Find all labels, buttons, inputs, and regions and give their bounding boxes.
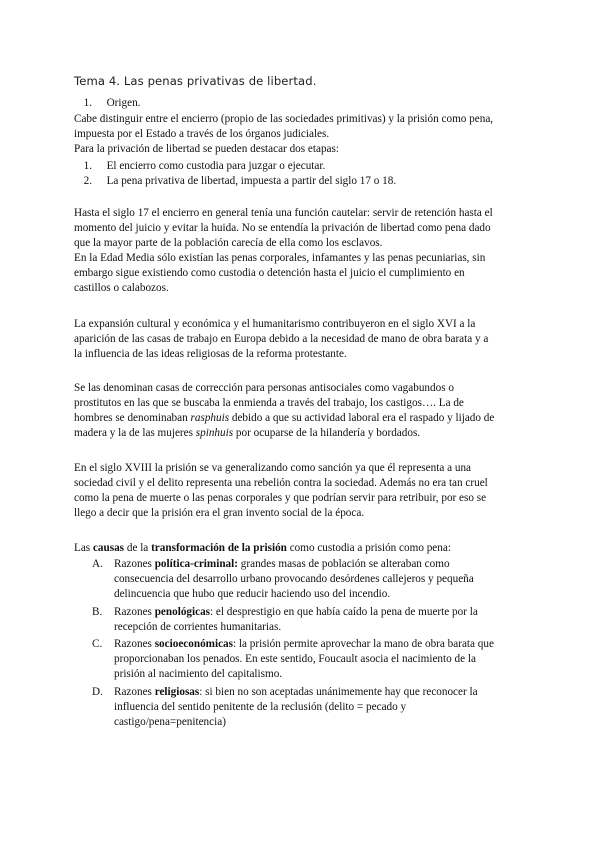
text-run: : si bien no son aceptadas unánimemente hay que reconocer la — [199, 686, 478, 698]
bold-term: socioeconómicas — [154, 638, 233, 650]
text-run: grandes masas de población se alteraban como — [237, 558, 450, 570]
text-line: influencia del sentido penitente de la reclusión (delito = pecado y — [114, 701, 407, 713]
text-line: En el siglo XVIII la prisión se va generalizando como sanción ya que él representa a una — [74, 462, 472, 474]
paragraph-intro — [74, 112, 530, 157]
list-item-text: El encierro como custodia para juzgar o ejecutar. — [106, 160, 326, 172]
bold-term-causas: causas — [92, 542, 125, 554]
text-line: La expansión cultural y económica y el humanitarismo contribuyeron en el siglo XVI a la — [74, 318, 476, 330]
text-run: Razones — [114, 558, 155, 570]
text-line — [92, 605, 532, 620]
text-run: hombres se denominaban — [74, 412, 191, 424]
paragraph-expansion-cultural — [74, 317, 530, 362]
list-number: 1. — [83, 160, 92, 172]
text-line: delincuencia que hubo que reducir haciendo uso del incendio. — [114, 588, 391, 600]
causas-intro — [74, 541, 530, 556]
causa-item-c — [92, 637, 532, 682]
text-line: castillos o calabozos. — [74, 282, 169, 294]
text-run: madera y la de las mujeres — [74, 427, 196, 439]
document-title: Tema 4. Las penas privativas de libertad. — [74, 74, 317, 88]
text-line: llego a decir que la prisión era el gran invento social de la época. — [74, 507, 365, 519]
list-number: 2. — [83, 175, 92, 187]
text-line: Se las denominan casas de corrección para personas antisociales como vagabundos o — [74, 382, 454, 394]
text-line — [74, 426, 530, 441]
text-line — [92, 685, 532, 700]
bold-term: penológicas — [154, 606, 211, 618]
bold-term: política-criminal: — [154, 558, 238, 570]
section-heading-origen — [74, 96, 530, 111]
bold-term-transformacion: transformación de la prisión — [151, 542, 287, 554]
text-line: sociedad civil y el delito representa una rebelión contra la sociedad. Además no era tan cruel — [74, 477, 488, 489]
text-line: que la mayor parte de la población carecía de ella como los esclavos. — [74, 237, 383, 249]
text-line: consecuencia del desarrollo urbano provocando desórdenes callejeros y pequeña — [114, 573, 474, 585]
text-line: momento del juicio y evitar la huida. No se entendía la privación de libertad como pena dado — [74, 222, 491, 234]
text-line — [92, 557, 532, 572]
text-run: Razones — [114, 606, 155, 618]
list-letter: B. — [92, 606, 103, 618]
text-line — [74, 541, 530, 556]
paragraph-casas-correccion — [74, 381, 530, 441]
list-letter: C. — [92, 638, 103, 650]
italic-term-rasphuis: rasphuis — [190, 412, 230, 424]
etapas-list — [74, 159, 530, 189]
list-item — [74, 159, 530, 174]
text-run: : el desprestigio en que había caído la pena de muerte por la — [210, 606, 478, 618]
list-letter: D. — [92, 686, 103, 698]
text-line — [74, 411, 530, 426]
text-run: por ocuparse de la hilandería y bordados. — [233, 427, 421, 439]
text-run: Razones — [114, 686, 155, 698]
text-line: Para la privación de libertad se pueden destacar dos etapas: — [74, 143, 339, 155]
list-item-text: La pena privativa de libertad, impuesta a partir del siglo 17 o 18. — [106, 175, 397, 187]
list-number: 1. — [83, 97, 92, 109]
text-line: recepción de corrientes humanitarias. — [114, 621, 282, 633]
text-run: Las — [74, 542, 93, 554]
causa-item-b — [92, 605, 532, 635]
text-line: como la pena de muerte o las penas corporales y que podrían servir para retribuir, por eso se — [74, 492, 487, 504]
list-letter: A. — [92, 558, 103, 570]
text-run: como custodia a prisión como pena: — [286, 542, 451, 554]
text-line: la influencia de las ideas religiosas de la reforma protestante. — [74, 348, 347, 360]
text-line: prisión al nacimiento del capitalismo. — [114, 668, 283, 680]
text-line: Hasta el siglo 17 el encierro en general tenía una función cautelar: servir de retención hasta el — [74, 207, 493, 219]
bold-term: religiosas — [154, 686, 200, 698]
text-run: debido a que su actividad laboral era el raspado y lijado de — [229, 412, 495, 424]
text-line: aparición de las casas de trabajo en Europa debido a la necesidad de mano de obra barata y a — [74, 333, 489, 345]
text-line: proporcionaban los penados. En este sentido, Foucault asocia el nacimiento de la — [114, 653, 476, 665]
text-run: de la — [124, 542, 152, 554]
causa-item-d — [92, 685, 532, 730]
text-line — [92, 637, 532, 652]
italic-term-spinhuis: spinhuis — [195, 427, 234, 439]
paragraph-siglo-xviii — [74, 461, 530, 521]
causa-item-a — [92, 557, 532, 602]
text-line: impuesta por el Estado a través de los órganos judiciales. — [74, 128, 330, 140]
text-line: En la Edad Media sólo existían las penas corporales, infamantes y las penas pecuniarias, sin — [74, 252, 486, 264]
text-line: prostitutos en las que se buscaba la enmienda a través del trabajo, los castigos…. La de — [74, 397, 464, 409]
text-line: embargo sigue existiendo como custodia o detención hasta el juicio el cumplimiento en — [74, 267, 465, 279]
text-line: castigo/pena=penitencia) — [114, 716, 226, 728]
text-run: : la prisión permite aprovechar la mano de obra barata que — [233, 638, 494, 650]
text-line: Cabe distinguir entre el encierro (propio de las sociedades primitivas) y la prisión como pena, — [74, 113, 494, 125]
text-run: Razones — [114, 638, 155, 650]
paragraph-hasta-siglo-17 — [74, 206, 530, 296]
list-item — [74, 174, 530, 189]
section-label: Origen. — [106, 97, 141, 109]
